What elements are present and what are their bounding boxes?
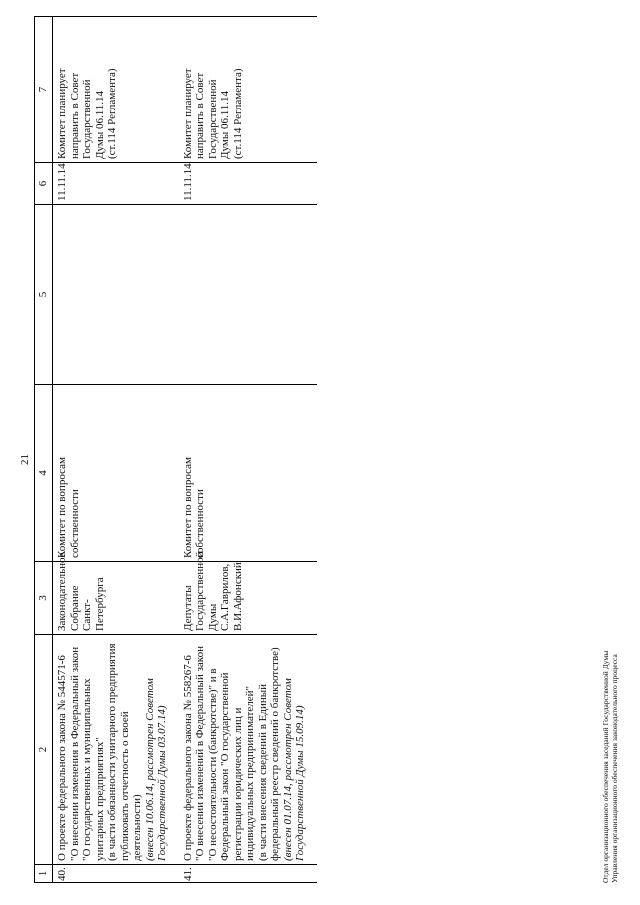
committee bbox=[53, 385, 179, 562]
table-row bbox=[179, 17, 317, 883]
plan-line: (ст.114 Регламента) bbox=[231, 68, 244, 159]
bill-title-line: регистрации юридических лиц и bbox=[231, 707, 244, 861]
column-header: 5 bbox=[35, 205, 53, 385]
table-row bbox=[53, 17, 179, 883]
bills-table bbox=[34, 16, 317, 883]
committee bbox=[179, 385, 317, 562]
bill-title-line: деятельности) bbox=[131, 794, 143, 861]
plan-line: Думы 06.11.14 bbox=[93, 90, 106, 159]
bill-note-line: (внесен 10.06.14, рассмотрен Советом bbox=[143, 678, 156, 861]
column-header: 4 bbox=[35, 385, 53, 562]
column-header: 1 bbox=[35, 865, 53, 883]
bill-title-line: О проекте федерального закона № 544571-6 bbox=[56, 655, 68, 861]
column-header: 3 bbox=[35, 562, 53, 635]
initiator-line: Законодательное bbox=[56, 552, 68, 631]
row-number: 40. bbox=[53, 865, 179, 883]
plan-line: (ст.114 Регламента) bbox=[106, 68, 118, 159]
bill-title-line: "О внесении изменений в Федеральный закон bbox=[194, 646, 206, 861]
bill-title-line: "О государственных и муниципальных bbox=[81, 678, 93, 861]
date-cell: 11.11.14 bbox=[53, 163, 179, 205]
header-row bbox=[35, 17, 53, 883]
initiator-line: Петербурга bbox=[93, 577, 106, 631]
bill-title-line: Федеральный закон "О государственной bbox=[219, 672, 231, 861]
plan-line: Думы 06.11.14 bbox=[219, 90, 231, 159]
bill-title-line: О проекте федерального закона № 558267-6 bbox=[181, 655, 194, 861]
committee-line: собственности bbox=[68, 489, 81, 558]
initiator bbox=[53, 552, 179, 635]
committee-line: собственности bbox=[194, 489, 206, 558]
plan-line: Комитет планирует bbox=[56, 68, 68, 159]
plan-line: направить в Совет bbox=[194, 72, 206, 159]
footer-line: Отдел организационного обеспечения заседаний Государственной Думы bbox=[601, 650, 610, 883]
column-5-cell bbox=[53, 205, 179, 385]
bill-title-line: "О несостоятельности (банкротстве)" и в bbox=[206, 668, 219, 861]
plan-line: Государственной bbox=[206, 79, 219, 159]
bill-title-line: унитарных предприятиях" bbox=[93, 737, 106, 861]
initiator-line: С.А.Гаврилов, bbox=[219, 563, 231, 631]
footer bbox=[601, 651, 619, 883]
bill-title-line: (в части обязанности унитарного предприятия bbox=[106, 643, 118, 861]
column-header: 2 bbox=[35, 635, 53, 865]
bill-title-line: "О внесении изменения в Федеральный закон bbox=[68, 646, 81, 861]
initiator-line: Депутаты bbox=[181, 585, 194, 631]
committee-line: Комитет по вопросам bbox=[181, 457, 194, 558]
bill-note-line: Государственной Думы 15.09.14) bbox=[294, 705, 306, 861]
column-header: 7 bbox=[35, 17, 53, 163]
footer-line: Управления организационного обеспечения законодательного процесса bbox=[610, 654, 619, 883]
bill-title-line: индивидуальных предпринимателей" bbox=[244, 686, 256, 861]
initiator-line: В.И.Афонский bbox=[231, 562, 244, 631]
bill-title-line: федеральный реестр сведений о банкротстве) bbox=[269, 647, 281, 861]
initiator-line: Думы bbox=[206, 603, 219, 631]
page-number: 21 bbox=[19, 454, 31, 465]
column-5-cell bbox=[179, 205, 317, 385]
column-header: 6 bbox=[35, 163, 53, 205]
bill-title bbox=[53, 635, 179, 865]
initiator-line: Собрание Санкт- bbox=[68, 585, 93, 631]
date-cell: 11.11.14 bbox=[179, 163, 317, 205]
plan-cell bbox=[53, 17, 179, 163]
row-number: 41. bbox=[179, 865, 317, 883]
plan-cell bbox=[179, 17, 317, 163]
committee-line: Комитет по вопросам bbox=[56, 457, 68, 558]
initiator-line: Государственной bbox=[194, 551, 206, 631]
bill-title-line: публиковать отчетность о своей bbox=[118, 711, 131, 861]
bill-note-line: (внесен 01.07.14, рассмотрен Советом bbox=[281, 678, 294, 861]
plan-line: Комитет планирует bbox=[181, 68, 194, 159]
bill-title-line: (в части внесения сведений в Единый bbox=[256, 683, 269, 861]
initiator bbox=[179, 551, 317, 635]
bill-title bbox=[179, 635, 317, 865]
bill-note-line: Государственной Думы 03.07.14) bbox=[156, 705, 168, 861]
plan-line: направить в Совет bbox=[68, 72, 81, 159]
plan-line: Государственной bbox=[81, 79, 93, 159]
